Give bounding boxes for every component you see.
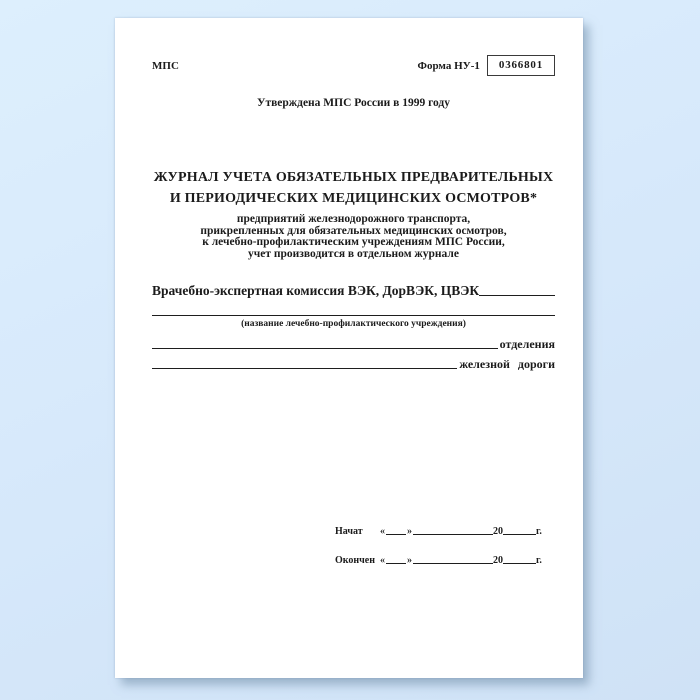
document-page xyxy=(115,18,583,678)
year-suffix: г. xyxy=(536,555,542,566)
subtitle-line: к лечебно-профилактическим учреждениям МПС России, xyxy=(202,236,505,248)
subtitle-line: учет производится в отдельном журнале xyxy=(248,247,459,260)
started-label: Начат xyxy=(335,526,363,537)
started-month-blank xyxy=(413,534,493,535)
open-quote: « xyxy=(380,555,385,566)
finished-month-blank xyxy=(413,563,493,564)
department-label: отделения xyxy=(499,337,555,351)
close-quote: » xyxy=(407,555,412,566)
facility-name-blank-line xyxy=(152,315,555,316)
commission-row xyxy=(152,283,555,298)
commission-blank-line xyxy=(479,295,555,296)
org-label: МПС xyxy=(152,59,179,72)
started-year-blank xyxy=(503,534,536,535)
journal-dates-block xyxy=(335,526,555,566)
started-date-row xyxy=(335,526,555,537)
form-number-label: Форма НУ-1 xyxy=(417,59,480,72)
open-quote: « xyxy=(380,526,385,537)
facility-caption: (название лечебно-профилактического учреждения) xyxy=(241,319,466,329)
started-day-blank xyxy=(386,534,406,535)
subtitle-line: предприятий железнодорожного транспорта, xyxy=(236,213,471,225)
century-prefix: 20 xyxy=(493,526,503,537)
close-quote: » xyxy=(407,526,412,537)
subtitle-line: прикрепленных для обязательных медицинских осмотров, xyxy=(200,224,507,237)
department-row xyxy=(152,338,555,351)
form-header xyxy=(152,55,555,76)
document-subtitle xyxy=(152,214,555,260)
commission-label: Врачебно-экспертная комиссия ВЭК, ДорВЭК, ЦВЭК xyxy=(152,283,480,298)
document-title-line-2: И ПЕРИОДИЧЕСКИХ МЕДИЦИНСКИХ ОСМОТРОВ* xyxy=(169,191,538,206)
railway-label: железной дороги xyxy=(459,357,555,371)
form-id-group xyxy=(418,55,555,76)
document-title-line-1: ЖУРНАЛ УЧЕТА ОБЯЗАТЕЛЬНЫХ ПРЕДВАРИТЕЛЬНЫХ xyxy=(153,170,554,185)
document-title xyxy=(152,167,555,209)
century-prefix: 20 xyxy=(493,555,503,566)
finished-year-blank xyxy=(503,563,536,564)
finished-label: Окончен xyxy=(335,555,376,566)
railway-row xyxy=(152,358,555,371)
finished-date-row xyxy=(335,555,555,566)
railway-blank-line xyxy=(152,368,457,369)
approval-line: Утверждена МПС России в 1999 году xyxy=(257,97,450,109)
year-suffix: г. xyxy=(536,526,542,537)
finished-day-blank xyxy=(386,563,406,564)
form-code-box: 0366801 xyxy=(487,55,555,76)
department-blank-line xyxy=(152,348,498,349)
